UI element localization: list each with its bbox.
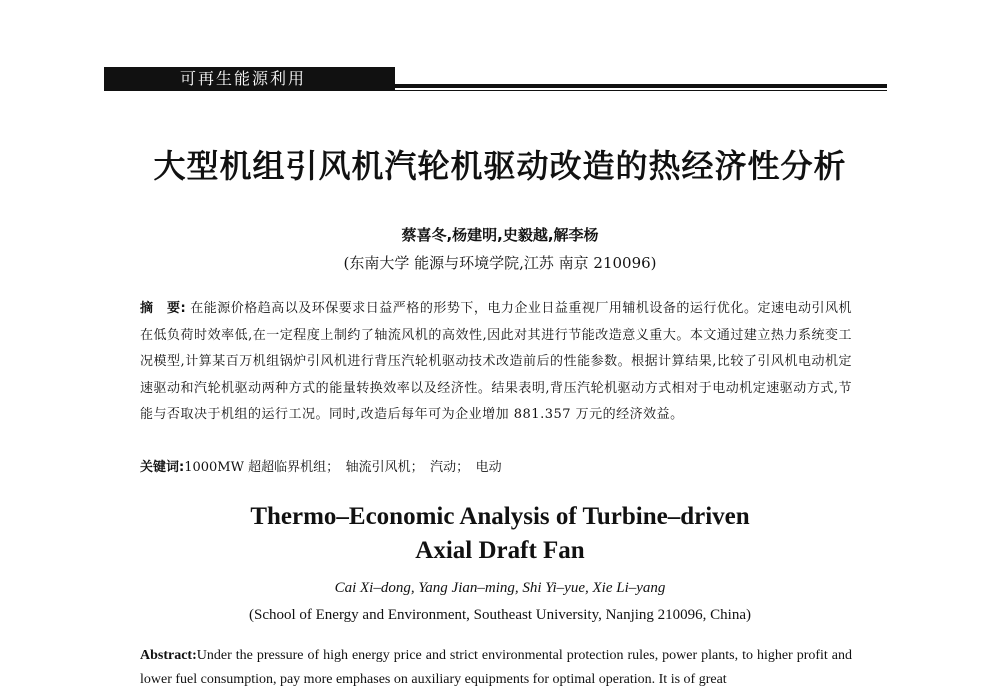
paper-title-en bbox=[0, 500, 1000, 568]
authors-cn: 蔡喜冬,杨建明,史毅越,解李杨 bbox=[401, 226, 599, 244]
header-rule-thick bbox=[395, 84, 887, 88]
abstract-en-label: Abstract: bbox=[140, 648, 197, 663]
paper-title-en-line1: Thermo–Economic Analysis of Turbine–driven bbox=[250, 503, 750, 530]
abstract-cn-text: 在能源价格趋高以及环保要求日益严格的形势下，电力企业日益重视厂用辅机设备的运行优化。定速电动引风机在低负荷时效率低,在一定程度上制约了轴流风机的高效性,因此对其进行节能改造意义重大。本文通过建立热力系统变工况模型,计算某百万机组锅炉引风机进行背压汽轮机驱动技术改造前后的性能参数。根据计算结果,比较了引风机电动机定速驱动和汽轮机驱动两种方式的能量转换效率以及经济性。结果表明,背压汽轮机驱动方式相对于电动机定速驱动方式,节能与否取决于机组的运行工况。同时,改造后每年可为企业增加 881.357 万元的经济效益。 bbox=[140, 301, 852, 423]
section-label: 可再生能源利用 bbox=[104, 67, 395, 91]
affiliation-en: (School of Energy and Environment, Southeast University, Nanjing 210096, China) bbox=[248, 607, 751, 623]
abstract-en bbox=[140, 644, 852, 692]
keywords-cn-text: 1000MW 超超临界机组； 轴流引风机； 汽动； 电动 bbox=[184, 460, 502, 475]
authors-en: Cai Xi–dong, Yang Jian–ming, Shi Yi–yue, Xie Li–yang bbox=[334, 580, 666, 596]
abstract-cn bbox=[140, 296, 852, 429]
abstract-cn-label: 摘 要: bbox=[140, 301, 187, 316]
abstract-en-text: Under the pressure of high energy price and strict environmental protection rules, power plants, to higher profit and lower fuel consumption, pay more emphases on auxiliary equipments for optimal operation. It is of great bbox=[140, 648, 852, 687]
keywords-cn bbox=[140, 458, 852, 478]
paper-title-cn: 大型机组引风机汽轮机驱动改造的热经济性分析 bbox=[153, 147, 847, 185]
header-rule-thin bbox=[395, 90, 887, 91]
keywords-cn-label: 关键词: bbox=[140, 460, 185, 475]
affiliation-cn: (东南大学 能源与环境学院,江苏 南京 210096) bbox=[343, 254, 657, 272]
paper-title-en-line2: Axial Draft Fan bbox=[415, 537, 585, 564]
